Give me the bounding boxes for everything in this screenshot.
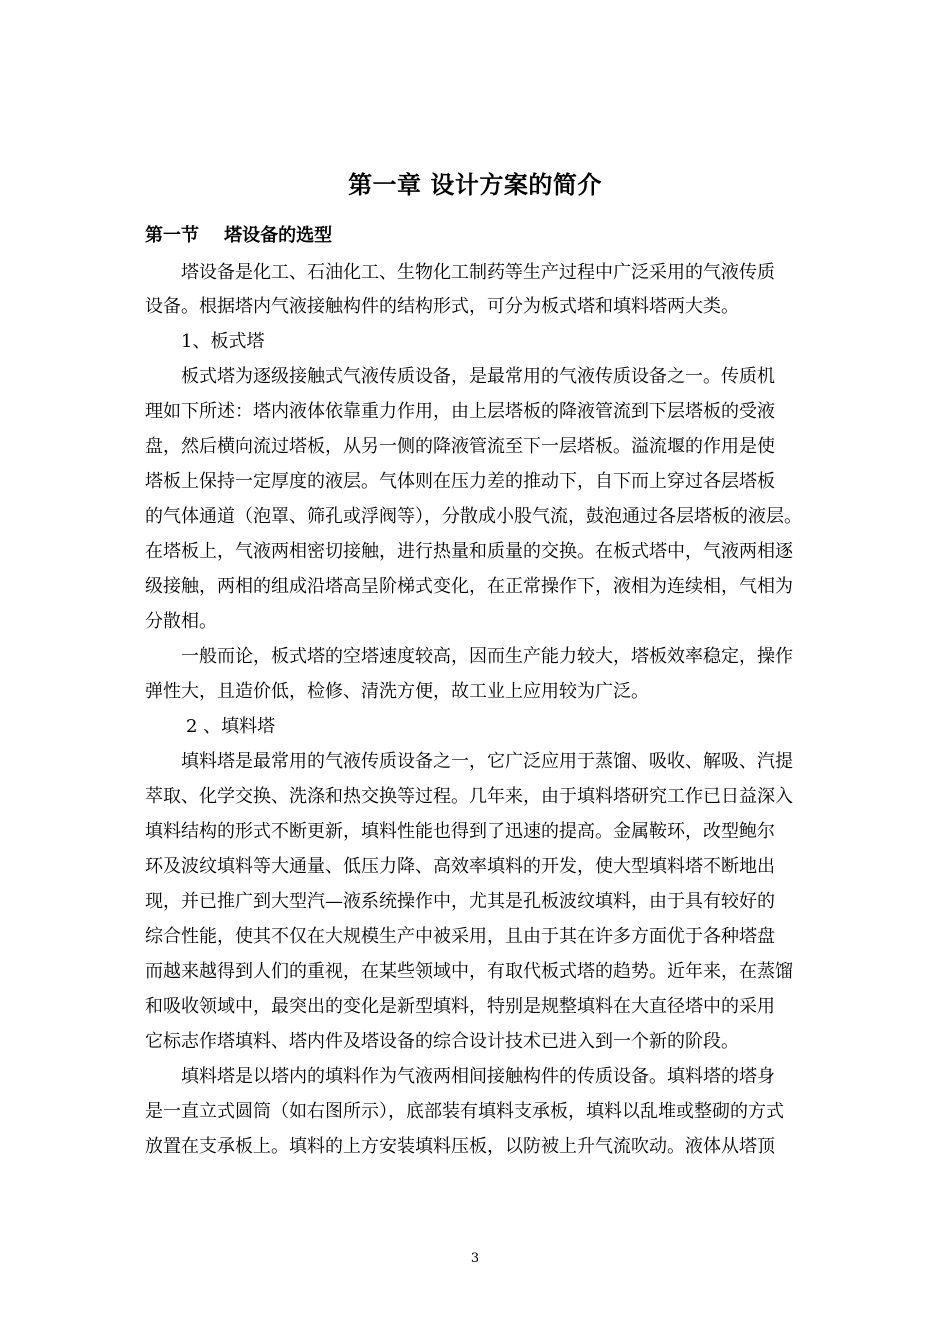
chapter-title: 第一章 设计方案的简介 (348, 170, 602, 199)
paragraph-line: 在塔板上，气液两相密切接触，进行热量和质量的交换。在板式塔中，气液两相逐 (145, 541, 793, 562)
paragraph-line: 理如下所述：塔内液体依靠重力作用，由上层塔板的降液管流到下层塔板的受液 (145, 401, 775, 422)
paragraph-line: 设备。根据塔内气液接触构件的结构形式，可分为板式塔和填料塔两大类。 (145, 296, 739, 317)
paragraph-line: 分散相。 (145, 611, 217, 632)
paragraph-line: 它标志作塔填料、塔内件及塔设备的综合设计技术已进入到一个新的阶段。 (145, 1031, 739, 1052)
paragraph-line: 现，并已推广到大型汽—液系统操作中，尤其是孔板波纹填料，由于具有较好的 (145, 891, 775, 912)
paragraph-line: 环及波纹填料等大通量、低压力降、高效率填料的开发，使大型填料塔不断地出 (145, 856, 775, 877)
paragraph-line: 而越来越得到人们的重视，在某些领域中，有取代板式塔的趋势。近年来，在蒸馏 (145, 961, 793, 982)
subheading-packed-tower: 2 、填料塔 (186, 716, 276, 737)
paragraph-line: 塔设备是化工、石油化工、生物化工制药等生产过程中广泛采用的气液传质 (181, 262, 775, 283)
paragraph-line: 放置在支承板上。填料的上方安装填料压板，以防被上升气流吹动。液体从塔顶 (145, 1136, 775, 1157)
subheading-plate-tower: 1、板式塔 (181, 331, 265, 352)
paragraph-line: 级接触，两相的组成沿塔高呈阶梯式变化，在正常操作下，液相为连续相，气相为 (145, 576, 793, 597)
paragraph-line: 填料结构的形式不断更新，填料性能也得到了迅速的提高。金属鞍环，改型鲍尔 (145, 821, 775, 842)
paragraph-line: 板式塔为逐级接触式气液传质设备，是最常用的气液传质设备之一。传质机 (181, 366, 775, 387)
paragraph-line: 一般而论，板式塔的空塔速度较高，因而生产能力较大，塔板效率稳定，操作 (181, 646, 793, 667)
page-number: 3 (470, 1251, 480, 1266)
paragraph-line: 塔板上保持一定厚度的液层。气体则在压力差的推动下，自下而上穿过各层塔板 (145, 471, 775, 492)
paragraph-line: 和吸收领域中，最突出的变化是新型填料，特别是规整填料在大直径塔中的采用 (145, 996, 775, 1017)
paragraph-line: 填料塔是以塔内的填料作为气液两相间接触构件的传质设备。填料塔的塔身 (181, 1066, 775, 1087)
paragraph-line: 综合性能，使其不仅在大规模生产中被采用，且由于其在许多方面优于各种塔盘 (145, 926, 775, 947)
section-title: 第一节 塔设备的选型 (145, 225, 333, 246)
paragraph-line: 盘，然后横向流过塔板，从另一侧的降液管流至下一层塔板。溢流堰的作用是使 (145, 436, 775, 457)
paragraph-line: 的气体通道（泡罩、筛孔或浮阀等），分散成小股气流，鼓泡通过各层塔板的液层。 (145, 506, 802, 527)
paragraph-line: 萃取、化学交换、洗涤和热交换等过程。几年来，由于填料塔研究工作已日益深入 (145, 786, 793, 807)
paragraph-line: 弹性大，且造价低，检修、清洗方便，故工业上应用较为广泛。 (145, 681, 649, 702)
paragraph-line: 填料塔是最常用的气液传质设备之一，它广泛应用于蒸馏、吸收、解吸、汽提 (181, 751, 793, 772)
paragraph-line: 是一直立式圆筒（如右图所示），底部装有填料支承板，填料以乱堆或整砌的方式 (145, 1101, 784, 1122)
